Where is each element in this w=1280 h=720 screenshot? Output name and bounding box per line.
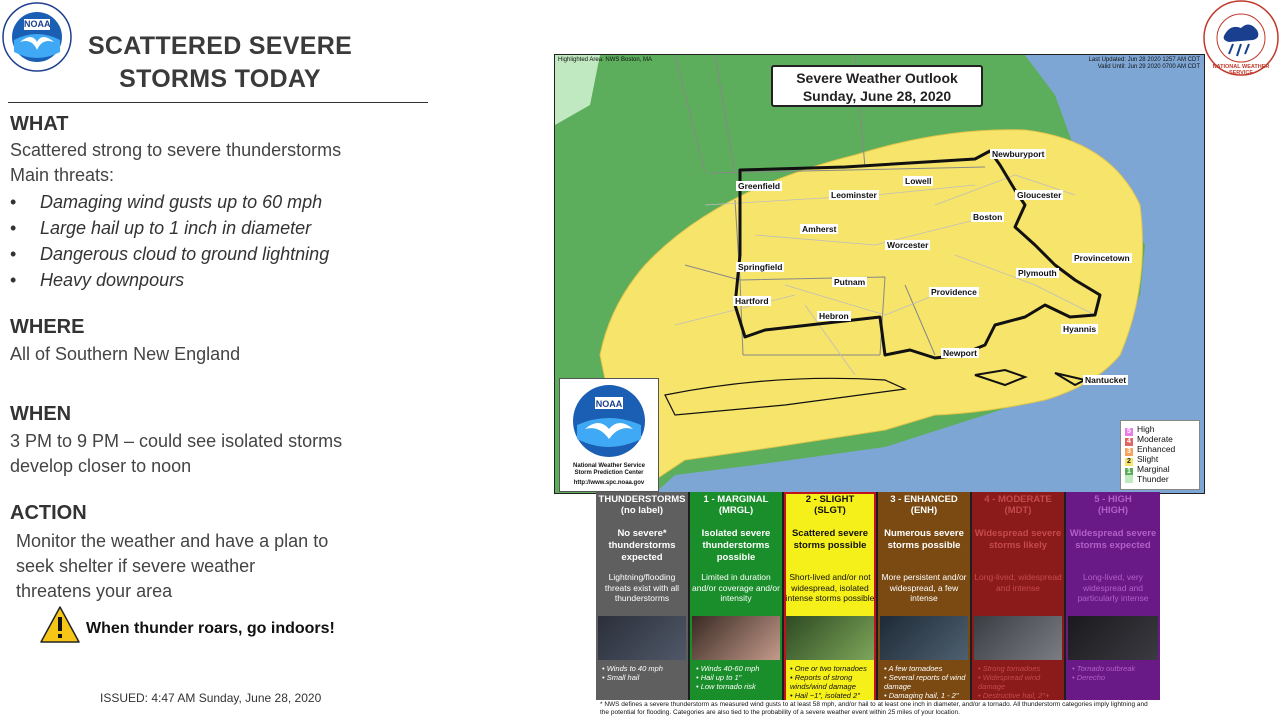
spc-logo-text: NOAA xyxy=(595,399,623,409)
category-column-moderate: 4 - MODERATE (MDT) Widespread severe storms likely Long-lived, widespread and intense • Strong tornadoes • Widespread wind damage • Destructive hail, 2"+ xyxy=(972,492,1064,720)
city-label: Gloucester xyxy=(1017,190,1062,200)
category-desc: Lightning/flooding threats exist with all thunderstorms xyxy=(604,572,680,603)
city-label: Hyannis xyxy=(1063,324,1097,334)
category-main: Scattered severe storms possible xyxy=(791,528,869,551)
city-label: Boston xyxy=(973,212,1003,222)
noaa-logo-text: NOAA xyxy=(24,19,51,29)
threat-item: • Heavy downpours xyxy=(10,270,185,290)
city-label: Amherst xyxy=(802,224,837,234)
city-label: Newburyport xyxy=(992,149,1045,159)
category-main: Isolated severe thunderstorms possible xyxy=(701,528,771,563)
category-main: Numerous severe storms possible xyxy=(884,528,964,551)
nws-logo xyxy=(1203,0,1279,76)
category-main: Widespread severe storms likely xyxy=(974,528,1062,551)
title-line-1: SCATTERED SEVERE xyxy=(87,32,353,60)
what-line-2: Main threats: xyxy=(10,165,115,185)
category-photo xyxy=(692,616,780,660)
threat-item: • Large hail up to 1 inch in diameter xyxy=(10,218,312,238)
action-line-3: threatens your area xyxy=(16,581,173,601)
what-heading: WHAT xyxy=(10,113,69,135)
action-line-2: seek shelter if severe weather xyxy=(16,556,256,576)
category-photo xyxy=(974,616,1062,660)
category-column-high: 5 - HIGH (HIGH) Widespread severe storms expected Long-lived, very widespread and particularly intense • Tornado outbreak • Derecho xyxy=(1066,492,1160,720)
risk-category-table xyxy=(596,492,1160,720)
city-label: Leominster xyxy=(831,190,877,200)
nws-logo-ring-text: NATIONAL WEATHER SERVICE xyxy=(1212,64,1270,76)
map-title-box xyxy=(771,65,983,107)
category-bullets: • Winds to 40 mph • Small hail xyxy=(602,664,663,682)
title-line-2: STORMS TODAY xyxy=(119,65,321,93)
category-bullets: • Tornado outbreak • Derecho xyxy=(1072,664,1136,682)
city-label: Springfield xyxy=(738,262,783,272)
issued-timestamp: ISSUED: 4:47 AM Sunday, June 28, 2020 xyxy=(100,691,322,705)
city-label: Providence xyxy=(931,287,977,297)
threat-item: • Dangerous cloud to ground lightning xyxy=(10,244,330,264)
legend-item: Thunder xyxy=(1125,474,1169,484)
last-updated-text: Last Updated: Jun 28 2020 1257 AM CDT xyxy=(1088,57,1200,63)
map-title-line-2: Sunday, June 28, 2020 xyxy=(802,88,952,104)
thunder-warning-text: When thunder roars, go indoors! xyxy=(86,620,335,637)
category-photo xyxy=(598,616,686,660)
warning-icon xyxy=(40,605,80,645)
legend-item: 1 Marginal xyxy=(1125,464,1170,474)
map-title-line-1: Severe Weather Outlook xyxy=(796,70,958,86)
highlighted-area-text: Highlighted Area: NWS Boston, MA xyxy=(558,57,653,63)
city-label: Greenfield xyxy=(738,181,781,191)
spc-line-2: Storm Prediction Center xyxy=(574,470,644,476)
when-line-2: develop closer to noon xyxy=(10,456,192,476)
category-desc: Short-lived and/or not widespread, isolated intense storms possible xyxy=(785,572,875,603)
category-photo xyxy=(1068,616,1158,660)
spc-noaa-logo xyxy=(571,383,647,459)
when-line-1: 3 PM to 9 PM – could see isolated storms xyxy=(10,431,343,451)
category-column-slight: 2 - SLIGHT (SLGT) Scattered severe storms possible Short-lived and/or not widespread, isolated intense storms possible • One or two tornadoes • Reports of strong winds/wind damage • Hail ~1", isolated 2" xyxy=(784,492,876,720)
threat-item: • Damaging wind gusts up to 60 mph xyxy=(10,192,323,212)
legend-item: 5 High xyxy=(1125,424,1154,434)
legend-item: 2 Slight xyxy=(1125,454,1158,464)
city-label: Nantucket xyxy=(1085,375,1127,385)
what-line-1: Scattered strong to severe thunderstorms xyxy=(10,140,342,160)
category-desc: More persistent and/or widespread, a few intense xyxy=(881,572,967,603)
where-text: All of Southern New England xyxy=(10,344,241,364)
title-divider xyxy=(8,102,428,103)
city-label: Provincetown xyxy=(1074,253,1130,263)
page-title xyxy=(60,30,380,96)
legend-item: 3 Enhanced xyxy=(1125,444,1175,454)
city-label: Worcester xyxy=(887,240,929,250)
city-label: Lowell xyxy=(905,176,932,186)
category-bullets: • One or two tornadoes • Reports of strong winds/wind damage • Hail ~1", isolated 2" xyxy=(790,664,867,700)
spc-url: http://www.spc.noaa.gov xyxy=(573,480,645,486)
city-label: Hartford xyxy=(735,296,769,306)
category-column-thunder: THUNDERSTORMS (no label) No severe* thunderstorms expected Lightning/flooding threats exist with all thunderstorms • Winds to 40 mph • Small hail xyxy=(596,492,688,720)
spc-logo-box xyxy=(559,378,659,492)
risk-legend xyxy=(1120,420,1200,490)
category-bullets: • Strong tornadoes • Widespread wind damage • Destructive hail, 2"+ xyxy=(978,664,1050,700)
legend-item: 4 Moderate xyxy=(1125,434,1173,444)
category-column-marginal: 1 - MARGINAL (MRGL) Isolated severe thunderstorms possible Limited in duration and/or coverage and/or intensity • Winds 40-60 mph • Hail up to 1" • Low tornado risk xyxy=(690,492,782,720)
valid-until-text: Valid Until: Jun 29 2020 0700 AM CDT xyxy=(1097,64,1200,70)
category-photo xyxy=(880,616,968,660)
category-footnote: * NWS defines a severe thunderstorm as measured wind gusts to at least 58 mph, and/or hail to at least one inch in diameter, and/or a tornado. All thunderstorm categories imply lightning and the potential for flooding. Categories are also tied to the probability of a severe weather event within 25 miles of your location. xyxy=(596,700,1160,720)
category-main: Widespread severe storms expected xyxy=(1069,528,1157,551)
city-label: Putnam xyxy=(834,277,866,287)
category-desc: Long-lived, very widespread and particularly intense xyxy=(1077,572,1149,603)
action-heading: ACTION xyxy=(10,502,87,524)
category-desc: Limited in duration and/or coverage and/or intensity xyxy=(692,572,780,603)
spc-line-1: National Weather Service xyxy=(573,463,645,469)
city-label: Hebron xyxy=(819,311,849,321)
category-photo xyxy=(786,616,874,660)
city-label: Plymouth xyxy=(1018,268,1057,278)
category-bullets: • Winds 40-60 mph • Hail up to 1" • Low tornado risk xyxy=(696,664,760,691)
where-heading: WHERE xyxy=(10,316,85,338)
when-heading: WHEN xyxy=(10,403,72,425)
outlook-map xyxy=(554,54,1205,494)
category-desc: Long-lived, widespread and intense xyxy=(974,572,1062,593)
action-line-1: Monitor the weather and have a plan to xyxy=(16,531,329,551)
category-bullets: • A few tornadoes • Several reports of wind damage • Damaging hail, 1 - 2" xyxy=(884,664,966,700)
city-label: Newport xyxy=(943,348,977,358)
category-main: No severe* thunderstorms expected xyxy=(608,528,676,563)
category-column-enhanced: 3 - ENHANCED (ENH) Numerous severe storms possible More persistent and/or widespread, a few intense • A few tornadoes • Several reports of wind damage • Damaging hail, 1 - 2" xyxy=(878,492,970,720)
